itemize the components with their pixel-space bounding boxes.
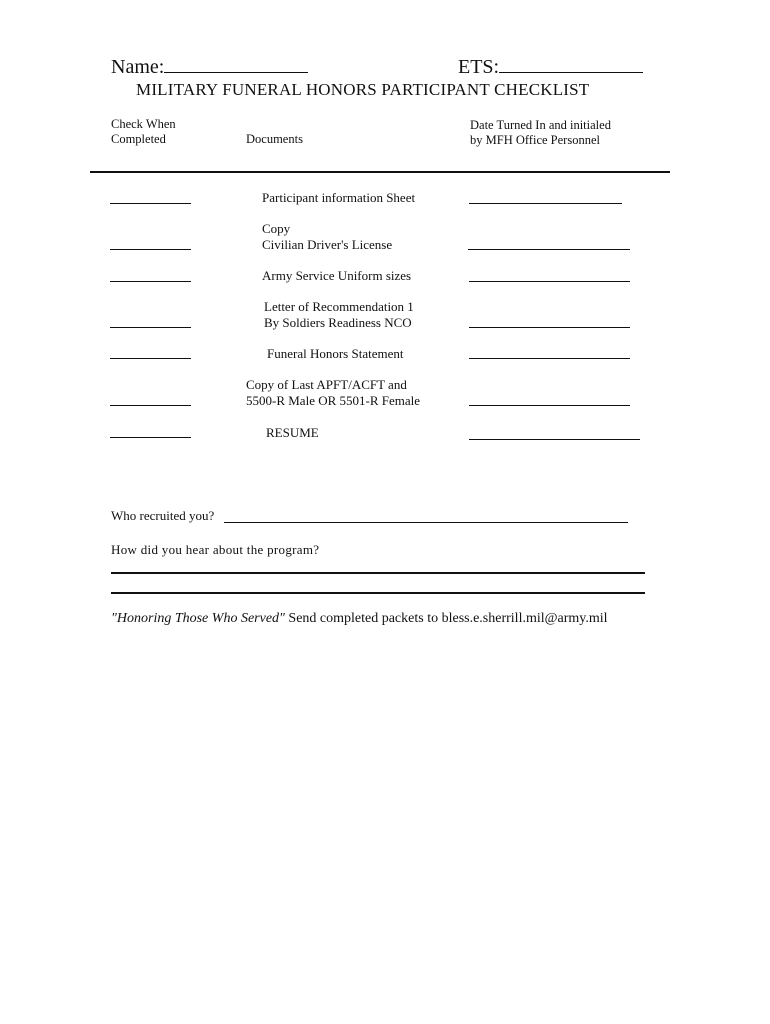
date-line-3[interactable] — [469, 281, 630, 282]
document-item-6 — [246, 377, 420, 409]
ets-label: ETS: — [458, 56, 500, 78]
heard-answer-line-2[interactable] — [111, 592, 645, 594]
check-line-4[interactable] — [110, 327, 191, 328]
document-item-1 — [262, 190, 415, 206]
date-line-2[interactable] — [468, 249, 630, 250]
footer-motto: "Honoring Those Who Served" — [111, 611, 285, 626]
check-line-1[interactable] — [110, 203, 191, 204]
document-item-2-line1: Copy — [262, 221, 291, 236]
document-item-1-line1: Participant information Sheet — [262, 190, 416, 205]
column-header-documents: Documents — [246, 132, 303, 146]
check-line-7[interactable] — [110, 437, 191, 438]
column-header-date-line1: Date Turned In and initialed — [470, 118, 611, 132]
document-item-5 — [267, 346, 403, 362]
heard-answer-line-1[interactable] — [111, 572, 645, 574]
footer-note — [111, 611, 608, 627]
name-input-line[interactable] — [164, 56, 308, 73]
check-line-6[interactable] — [110, 405, 191, 406]
date-line-1[interactable] — [469, 203, 622, 204]
column-header-check-line1: Check When — [111, 117, 176, 131]
document-item-2-line2: Civilian Driver's License — [262, 237, 393, 252]
footer-instruction: Send completed packets to bless.e.sherrill.mil@army.mil — [284, 611, 608, 626]
document-item-7 — [266, 425, 319, 441]
column-header-check — [111, 117, 176, 147]
column-header-date — [470, 118, 611, 148]
question-heard: How did you hear about the program? — [111, 542, 320, 557]
check-line-5[interactable] — [110, 358, 191, 359]
page-title: MILITARY FUNERAL HONORS PARTICIPANT CHECKLIST — [136, 80, 590, 99]
date-line-6[interactable] — [469, 405, 630, 406]
date-line-4[interactable] — [469, 327, 630, 328]
document-item-4 — [264, 299, 414, 331]
document-item-3 — [262, 268, 411, 284]
document-item-4-line1: Letter of Recommendation 1 — [264, 299, 414, 314]
document-item-7-line1: RESUME — [266, 425, 319, 440]
document-item-4-line2: By Soldiers Readiness NCO — [264, 315, 412, 330]
document-item-2 — [262, 221, 392, 253]
column-header-date-line2: by MFH Office Personnel — [470, 133, 600, 147]
ets-input-line[interactable] — [499, 56, 643, 73]
recruited-answer-line[interactable] — [224, 522, 628, 523]
document-item-3-line1: Army Service Uniform sizes — [262, 268, 412, 283]
document-item-5-line1: Funeral Honors Statement — [267, 346, 404, 361]
header-divider — [90, 171, 670, 173]
check-line-2[interactable] — [110, 249, 191, 250]
ets-field — [458, 56, 643, 79]
document-item-6-line2: 5500-R Male OR 5501-R Female — [246, 393, 421, 408]
column-header-check-line2: Completed — [111, 132, 166, 146]
document-item-6-line1: Copy of Last APFT/ACFT and — [246, 377, 407, 392]
name-field — [111, 56, 308, 79]
check-line-3[interactable] — [110, 281, 191, 282]
question-recruited: Who recruited you? — [111, 508, 215, 523]
date-line-7[interactable] — [469, 439, 640, 440]
name-label: Name: — [111, 56, 165, 78]
date-line-5[interactable] — [469, 358, 630, 359]
